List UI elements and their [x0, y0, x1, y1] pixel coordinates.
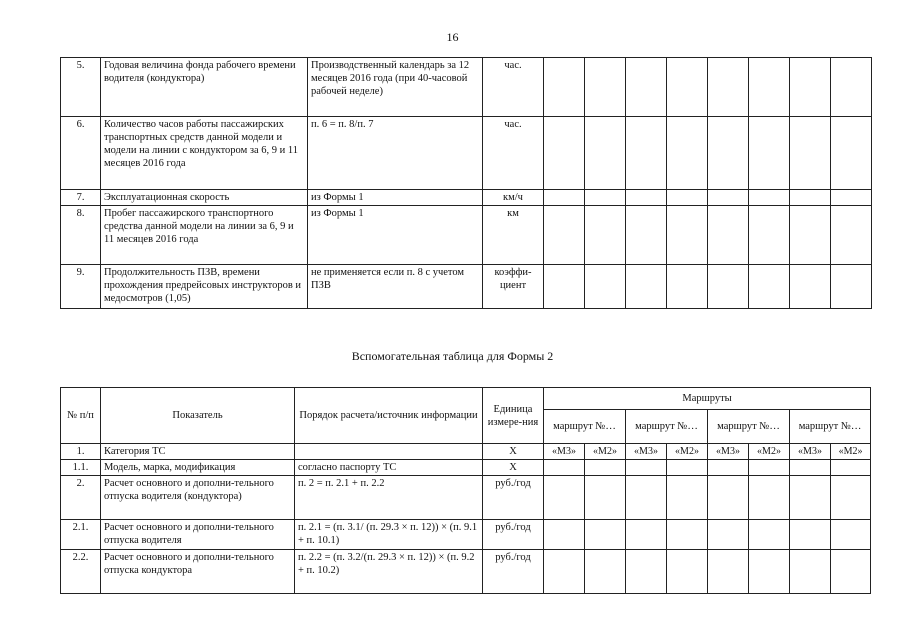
row-number: 1.1.: [61, 460, 101, 476]
table-row: [61, 190, 872, 206]
indicator-cell: Пробег пассажирского транспортного средства данной модели на линии за 6, 9 и 11 месяцев 2016 года: [101, 206, 308, 265]
source-cell: Производственный календарь за 12 месяцев 2016 года (при 40-часовой рабочей неделе): [308, 58, 483, 117]
source-cell: из Формы 1: [308, 206, 483, 265]
continuation-table: [60, 57, 872, 309]
unit-cell: час.: [483, 58, 544, 117]
unit-cell: руб./год: [483, 550, 544, 594]
header-route-2: маршрут №…: [626, 410, 708, 444]
category-cell: «М2»: [667, 444, 708, 460]
unit-cell: км/ч: [483, 190, 544, 206]
header-route-1: маршрут №…: [544, 410, 626, 444]
page-number: 16: [446, 30, 459, 44]
table-row: [61, 550, 871, 594]
table-row: [61, 117, 872, 190]
unit-cell: км: [483, 206, 544, 265]
unit-cell: руб./год: [483, 476, 544, 520]
table-row: [61, 444, 871, 460]
unit-cell: Х: [483, 460, 544, 476]
category-cell: «М2»: [749, 444, 790, 460]
unit-cell: руб./год: [483, 520, 544, 550]
header-route-3: маршрут №…: [708, 410, 790, 444]
row-number: 2.: [61, 476, 101, 520]
category-cell: «М3»: [708, 444, 749, 460]
category-cell: «М3»: [626, 444, 667, 460]
table-row: [61, 58, 872, 117]
unit-cell: коэффи-циент: [483, 265, 544, 309]
row-number: 7.: [61, 190, 101, 206]
source-cell: не применяется если п. 8 с учетом ПЗВ: [308, 265, 483, 309]
header-routes: Маршруты: [544, 388, 871, 410]
indicator-cell: Модель, марка, модификация: [101, 460, 295, 476]
indicator-cell: Расчет основного и дополни-тельного отпуска кондуктора: [101, 550, 295, 594]
header-route-4: маршрут №…: [790, 410, 871, 444]
table-row: [61, 476, 871, 520]
category-cell: «М2»: [831, 444, 871, 460]
source-cell: п. 6 = п. 8/п. 7: [308, 117, 483, 190]
indicator-cell: Расчет основного и дополни-тельного отпуска водителя (кондуктора): [101, 476, 295, 520]
category-cell: «М2»: [585, 444, 626, 460]
table-row: [61, 460, 871, 476]
row-number: 2.1.: [61, 520, 101, 550]
header-indicator: Показатель: [101, 388, 295, 444]
row-number: 2.2.: [61, 550, 101, 594]
row-number: 1.: [61, 444, 101, 460]
header-unit: Единица измере-ния: [483, 388, 544, 444]
source-cell: п. 2.1 = (п. 3.1/ (п. 29.3 × п. 12)) × (п. 9.1 + п. 10.1): [295, 520, 483, 550]
source-cell: из Формы 1: [308, 190, 483, 206]
source-cell: п. 2 = п. 2.1 + п. 2.2: [295, 476, 483, 520]
row-number: 9.: [61, 265, 101, 309]
indicator-cell: Количество часов работы пассажирских транспортных средств данной модели и модели на линии с кондуктором за 6, 9 и 11 месяцев 2016 года: [101, 117, 308, 190]
table-row: [61, 520, 871, 550]
indicator-cell: Годовая величина фонда рабочего времени водителя (кондуктора): [101, 58, 308, 117]
table-row: [61, 265, 872, 309]
header-source: Порядок расчета/источник информации: [295, 388, 483, 444]
indicator-cell: Эксплуатационная скорость: [101, 190, 308, 206]
indicator-cell: Продолжительность ПЗВ, времени прохождения предрейсовых инструкторов и медосмотров (1,05): [101, 265, 308, 309]
header-num: № п/п: [61, 388, 101, 444]
category-cell: «М3»: [790, 444, 831, 460]
row-number: 8.: [61, 206, 101, 265]
source-cell: п. 2.2 = (п. 3.2/(п. 29.3 × п. 12)) × (п. 9.2 + п. 10.2): [295, 550, 483, 594]
row-number: 6.: [61, 117, 101, 190]
category-cell: «М3»: [544, 444, 585, 460]
table-caption: Вспомогательная таблица для Формы 2: [351, 349, 554, 363]
source-cell: согласно паспорту ТС: [295, 460, 483, 476]
table-row: [61, 206, 872, 265]
row-number: 5.: [61, 58, 101, 117]
indicator-cell: Расчет основного и дополни-тельного отпуска водителя: [101, 520, 295, 550]
unit-cell: Х: [483, 444, 544, 460]
source-cell: [295, 444, 483, 460]
auxiliary-table: [60, 387, 871, 594]
indicator-cell: Категория ТС: [101, 444, 295, 460]
unit-cell: час.: [483, 117, 544, 190]
